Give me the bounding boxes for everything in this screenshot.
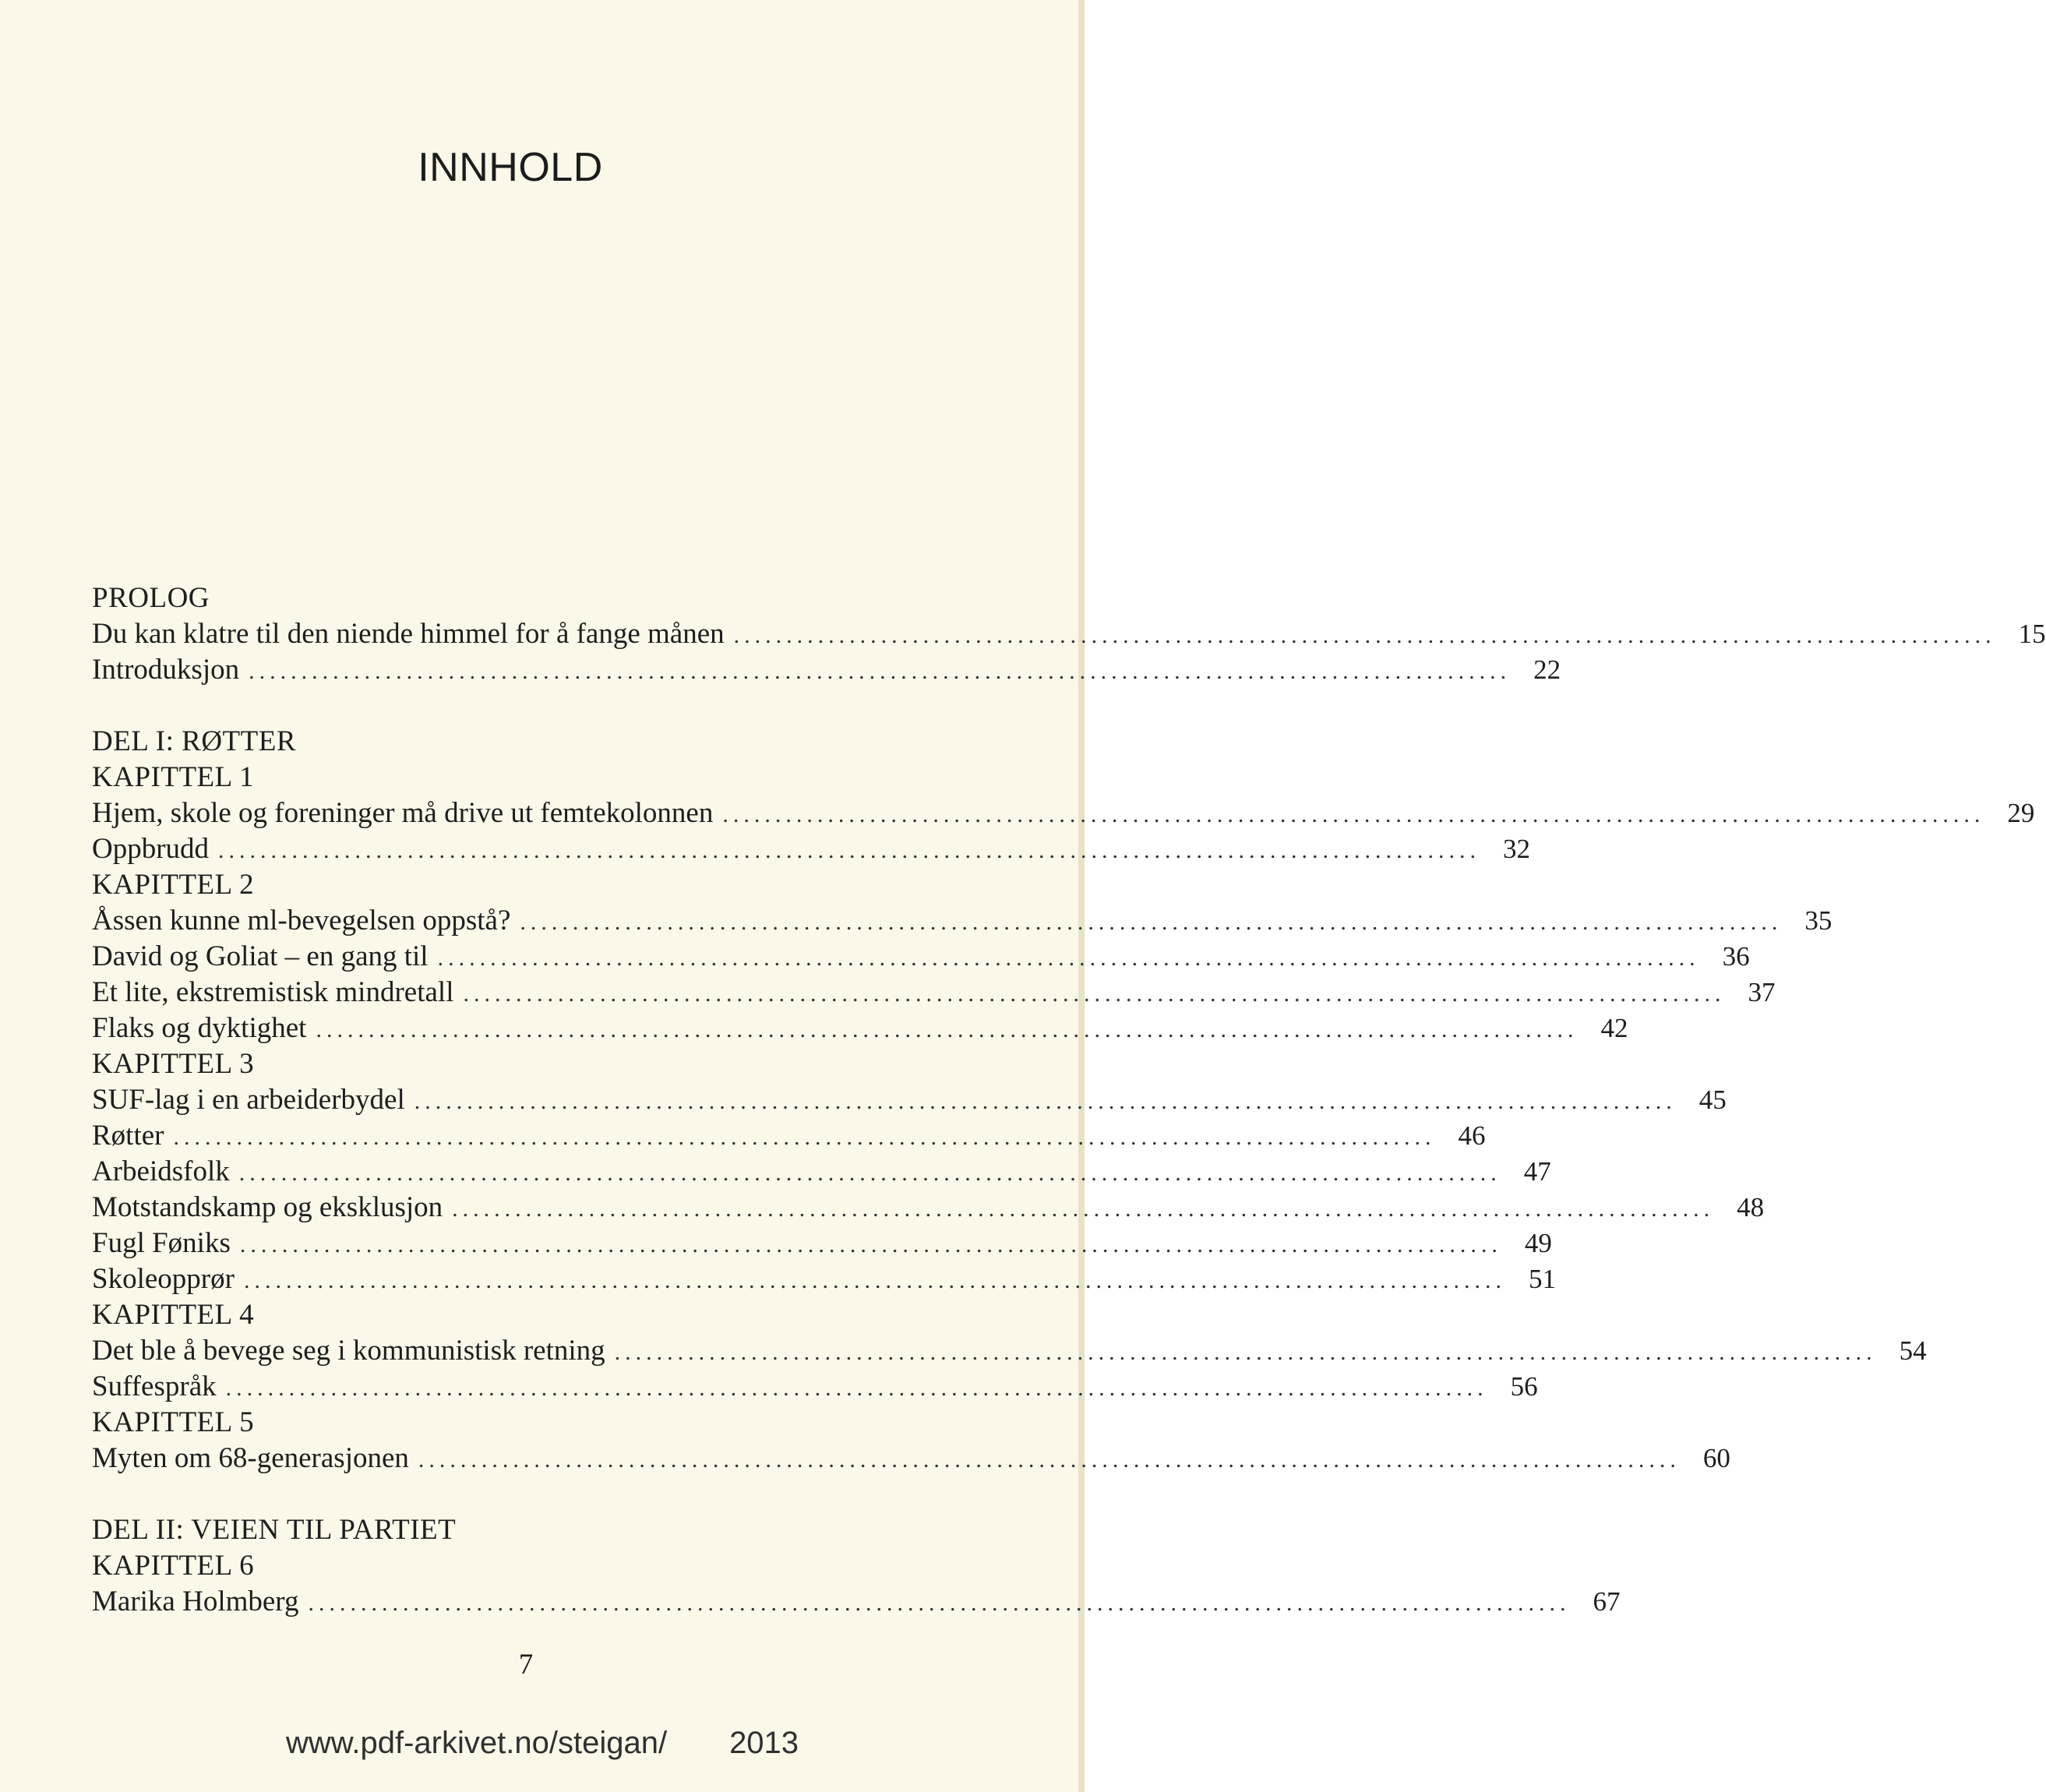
toc-entry-page: 47 (1523, 1156, 1551, 1187)
dot-leader: ........................................................................................................................ (437, 945, 1700, 971)
toc-entry-title: Myten om 68-generasjonen (92, 1442, 409, 1474)
toc-entry-page: 46 (1458, 1120, 1486, 1151)
toc-entry[interactable] (92, 1226, 1552, 1261)
toc-entry-title: Flaks og dyktighet (92, 1012, 307, 1044)
toc-entry[interactable] (92, 1082, 1727, 1118)
toc-entry-page: 67 (1593, 1586, 1621, 1617)
section-heading: KAPITTEL 4 (92, 1299, 255, 1331)
dot-leader: ........................................................................................................................ (243, 1268, 1506, 1293)
toc-entry-page: 37 (1748, 977, 1776, 1007)
toc-entry-title: Introduksjon (92, 654, 240, 686)
dot-leader: ........................................................................................................................ (249, 658, 1512, 684)
toc-entry[interactable] (92, 1333, 1927, 1369)
toc-entry-page: 32 (1503, 834, 1531, 864)
toc-entry-page: 36 (1722, 941, 1750, 972)
toc-entry[interactable] (92, 975, 1776, 1011)
section-heading: KAPITTEL 5 (92, 1406, 255, 1438)
section-heading: KAPITTEL 1 (92, 761, 255, 793)
toc-entry-page: 35 (1804, 905, 1833, 936)
footer-year: 2013 (729, 1726, 799, 1760)
toc-entry-page: 22 (1533, 654, 1561, 685)
toc-entry-title: Åssen kunne ml-bevegelsen oppstå? (92, 905, 511, 937)
section-heading: DEL II: VEIEN TIL PARTIET (92, 1514, 457, 1546)
toc-entry[interactable] (92, 1154, 1551, 1190)
dot-leader: ........................................................................................................................ (238, 1160, 1501, 1186)
section-heading: PROLOG (92, 582, 210, 614)
dot-leader: ........................................................................................................................ (520, 909, 1783, 935)
toc-entry-title: David og Goliat – en gang til (92, 940, 429, 972)
section-heading: KAPITTEL 2 (92, 869, 255, 901)
dot-leader: ........................................................................................................................ (722, 802, 1985, 827)
toc-entry-page: 60 (1702, 1443, 1730, 1473)
dot-leader: ........................................................................................................................ (614, 1339, 1877, 1365)
footer (0, 1726, 1085, 1761)
toc-entry-title: Du kan klatre til den niende himmel for å fange månen (92, 618, 725, 650)
dot-leader: ........................................................................................................................ (452, 1196, 1715, 1222)
toc-entry-page: 29 (2007, 798, 2035, 828)
toc-entry[interactable] (92, 1190, 1765, 1226)
toc-entry-page: 49 (1524, 1228, 1552, 1258)
toc-entry-page: 42 (1600, 1013, 1628, 1043)
toc-entry[interactable] (92, 1584, 1621, 1620)
toc-entry-page: 51 (1528, 1264, 1556, 1294)
toc-entry[interactable] (92, 1261, 1556, 1297)
toc-entry-title: Røtter (92, 1120, 164, 1152)
dot-leader: ........................................................................................................................ (418, 1447, 1681, 1473)
footer-url[interactable]: www.pdf-arkivet.no/steigan/ (285, 1726, 668, 1760)
toc-entry[interactable] (92, 939, 1750, 975)
toc-entry-title: Skoleopprør (92, 1263, 235, 1295)
toc-entry[interactable] (92, 1369, 1538, 1405)
toc-entry-title: Fugl Føniks (92, 1227, 231, 1259)
toc-entry-page: 48 (1737, 1192, 1765, 1222)
page-number: 7 (518, 1649, 534, 1681)
toc-entry-title: Arbeidsfolk (92, 1155, 230, 1187)
toc-entry[interactable] (92, 1441, 1730, 1476)
dot-leader: ........................................................................................................................ (733, 623, 1996, 648)
dot-leader: ........................................................................................................................ (225, 1375, 1488, 1401)
section-heading: KAPITTEL 3 (92, 1048, 255, 1080)
dot-leader: ........................................................................................................................ (414, 1088, 1677, 1114)
toc-entry-page: 56 (1510, 1371, 1538, 1402)
toc-entry-page: 45 (1699, 1085, 1727, 1115)
dot-leader: ........................................................................................................................ (218, 838, 1481, 863)
toc-entry[interactable] (92, 616, 2046, 652)
section-heading: DEL I: RØTTER (92, 725, 297, 757)
table-of-contents (92, 580, 2046, 1620)
dot-leader: ........................................................................................................................ (316, 1017, 1579, 1042)
dot-leader: ........................................................................................................................ (239, 1232, 1502, 1258)
toc-entry-title: Det ble å bevege seg i kommunistisk retning (92, 1335, 605, 1367)
toc-entry[interactable] (92, 795, 2035, 831)
toc-entry[interactable] (92, 1118, 1486, 1154)
toc-entry-page: 15 (2018, 619, 2046, 649)
toc-entry[interactable] (92, 1011, 1628, 1046)
dot-leader: ........................................................................................................................ (173, 1124, 1436, 1150)
page-title: INNHOLD (418, 145, 603, 190)
toc-entry[interactable] (92, 652, 1561, 688)
toc-entry-title: Motstandskamp og eksklusjon (92, 1191, 443, 1223)
toc-entry-title: Hjem, skole og foreninger må drive ut femtekolonnen (92, 797, 714, 829)
toc-entry-title: Oppbrudd (92, 833, 210, 865)
section-gap (92, 688, 958, 724)
toc-entry-page: 54 (1899, 1335, 1927, 1366)
toc-entry-title: SUF-lag i en arbeiderbydel (92, 1084, 405, 1116)
section-gap (92, 1476, 958, 1512)
toc-entry[interactable] (92, 903, 1833, 939)
toc-entry[interactable] (92, 831, 1531, 867)
dot-leader: ........................................................................................................................ (463, 981, 1726, 1007)
section-heading: KAPITTEL 6 (92, 1550, 255, 1582)
dot-leader: ........................................................................................................................ (308, 1590, 1571, 1616)
toc-entry-title: Marika Holmberg (92, 1586, 299, 1617)
toc-entry-title: Suffespråk (92, 1370, 217, 1402)
toc-entry-title: Et lite, ekstremistisk mindretall (92, 976, 454, 1008)
